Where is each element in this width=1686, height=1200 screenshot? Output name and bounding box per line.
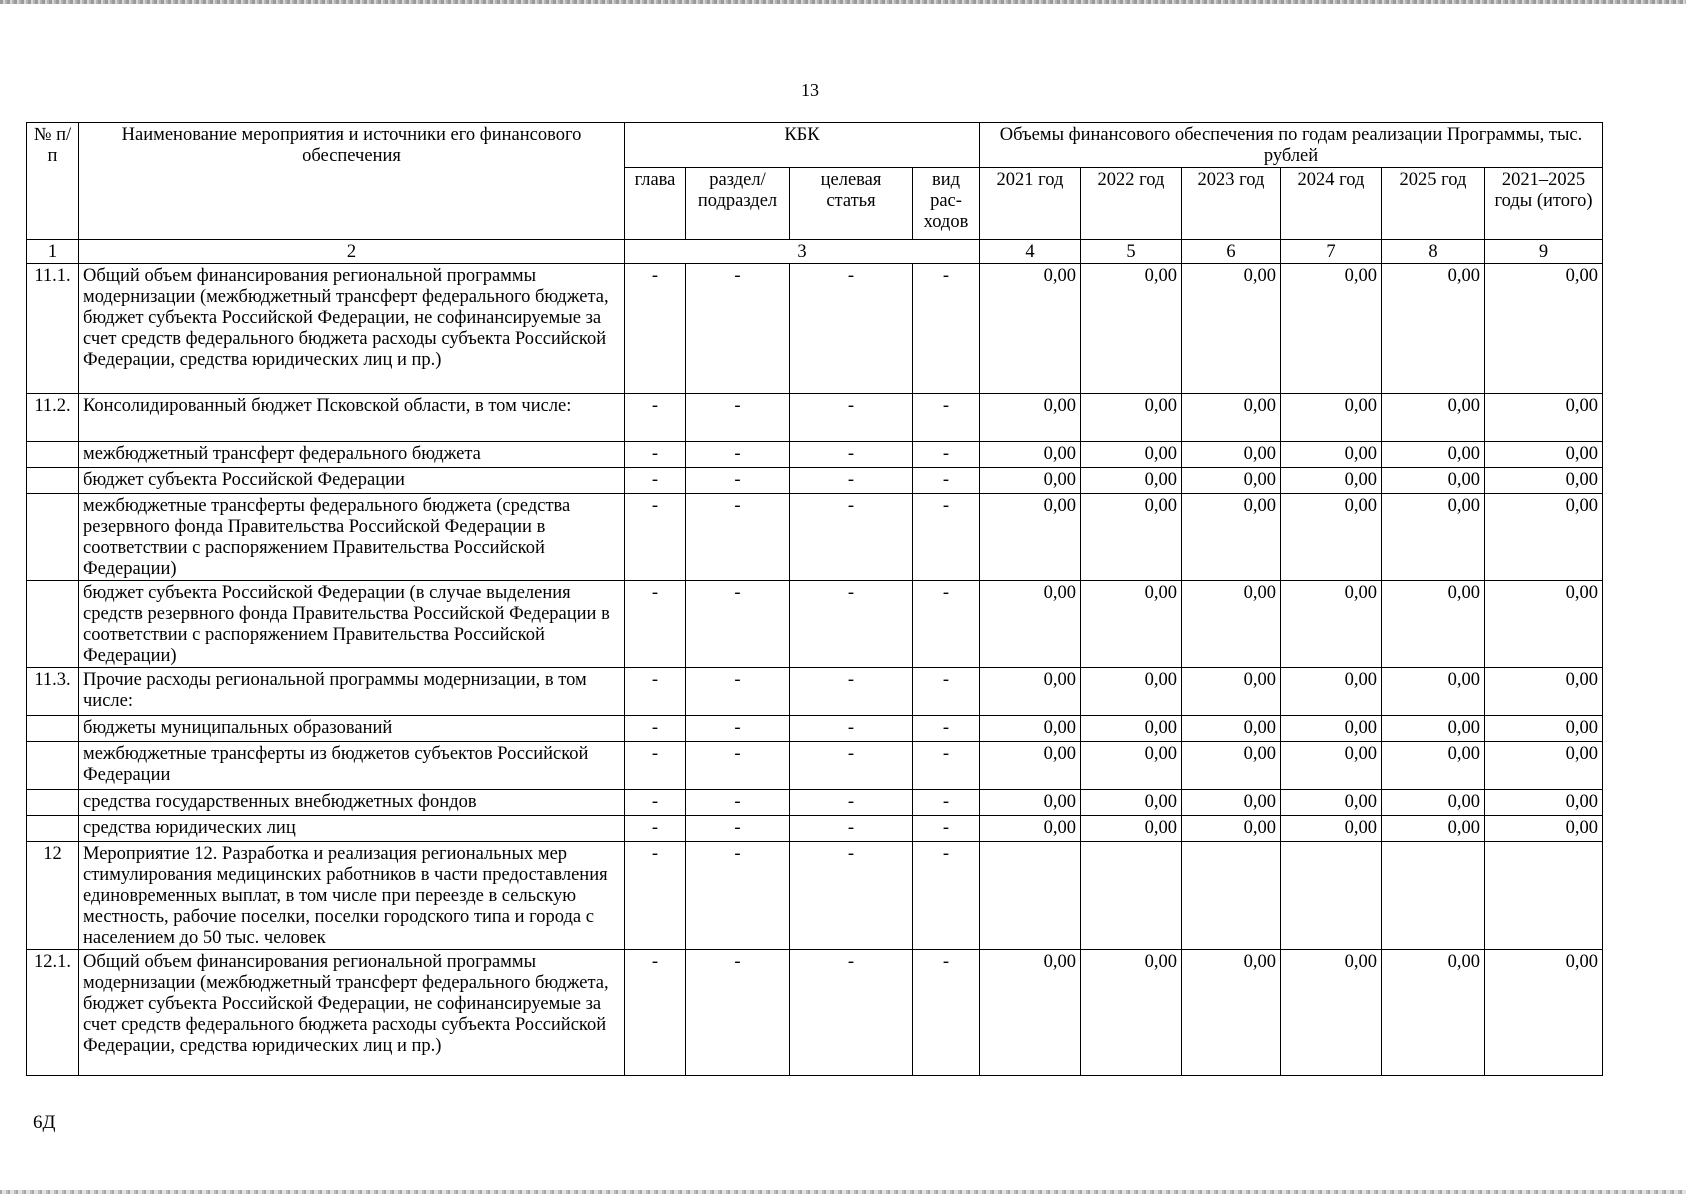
index-cell: 9 — [1485, 240, 1603, 264]
value-cell: 0,00 — [1281, 816, 1382, 842]
value-cell: 0,00 — [1281, 442, 1382, 468]
kbk-cell: - — [790, 716, 913, 742]
header-kbk-vid: вид рас- ходов — [913, 168, 980, 240]
value-cell: 0,00 — [1382, 442, 1485, 468]
row-number: 12 — [27, 842, 79, 950]
footer-note: 6Д — [33, 1112, 56, 1133]
kbk-cell: - — [913, 842, 980, 950]
row-number — [27, 742, 79, 790]
table-row — [27, 494, 1603, 581]
value-cell: 0,00 — [1382, 742, 1485, 790]
row-name: Консолидированный бюджет Псковской области, в том числе: — [79, 394, 625, 442]
kbk-cell: - — [913, 442, 980, 468]
index-cell: 6 — [1182, 240, 1281, 264]
value-cell: 0,00 — [1081, 790, 1182, 816]
kbk-cell: - — [790, 442, 913, 468]
row-name: средства государственных внебюджетных фондов — [79, 790, 625, 816]
value-cell — [1081, 842, 1182, 950]
value-cell: 0,00 — [1485, 668, 1603, 716]
row-number — [27, 468, 79, 494]
kbk-cell: - — [686, 742, 790, 790]
index-cell: 4 — [980, 240, 1081, 264]
kbk-cell: - — [790, 264, 913, 394]
kbk-cell: - — [790, 790, 913, 816]
value-cell: 0,00 — [1382, 950, 1485, 1076]
kbk-cell: - — [913, 581, 980, 668]
kbk-cell: - — [913, 264, 980, 394]
row-number — [27, 790, 79, 816]
value-cell: 0,00 — [1081, 264, 1182, 394]
kbk-cell: - — [913, 668, 980, 716]
row-name: бюджет субъекта Российской Федерации (в случае выделения средств резервного фонда Правительства Российской Федерации в соответствии с распоряжением Правительства Российской Федерации) — [79, 581, 625, 668]
value-cell: 0,00 — [1382, 716, 1485, 742]
value-cell: 0,00 — [980, 264, 1081, 394]
value-cell: 0,00 — [1081, 468, 1182, 494]
kbk-cell: - — [625, 816, 686, 842]
index-row — [27, 240, 1603, 264]
value-cell: 0,00 — [980, 494, 1081, 581]
value-cell: 0,00 — [1182, 264, 1281, 394]
index-cell: 5 — [1081, 240, 1182, 264]
scan-edge-top — [0, 0, 1686, 4]
value-cell: 0,00 — [1281, 264, 1382, 394]
row-number: 12.1. — [27, 950, 79, 1076]
value-cell: 0,00 — [980, 442, 1081, 468]
kbk-cell: - — [625, 742, 686, 790]
value-cell: 0,00 — [980, 716, 1081, 742]
header-year-2025: 2025 год — [1382, 168, 1485, 240]
financing-table — [26, 122, 1603, 1076]
kbk-cell: - — [686, 468, 790, 494]
value-cell: 0,00 — [1382, 790, 1485, 816]
value-cell: 0,00 — [1485, 264, 1603, 394]
table-row — [27, 668, 1603, 716]
row-name: Общий объем финансирования региональной программы модернизации (межбюджетный трансферт федерального бюджета, бюджет субъекта Российской Федерации, не софинансируемые за счет средств федерального бюджета расходы субъекта Российской Федерации, средства юридических лиц и пр.) — [79, 950, 625, 1076]
value-cell: 0,00 — [1182, 494, 1281, 581]
value-cell: 0,00 — [980, 468, 1081, 494]
kbk-cell: - — [790, 668, 913, 716]
table-row — [27, 842, 1603, 950]
value-cell: 0,00 — [1382, 468, 1485, 494]
value-cell: 0,00 — [1382, 581, 1485, 668]
kbk-cell: - — [913, 950, 980, 1076]
value-cell: 0,00 — [1081, 716, 1182, 742]
kbk-cell: - — [625, 264, 686, 394]
value-cell: 0,00 — [1281, 742, 1382, 790]
header-volumes: Объемы финансового обеспечения по годам реализации Программы, тыс. рублей — [980, 123, 1603, 168]
row-number: 11.2. — [27, 394, 79, 442]
value-cell — [1281, 842, 1382, 950]
row-name: средства юридических лиц — [79, 816, 625, 842]
value-cell: 0,00 — [980, 790, 1081, 816]
value-cell: 0,00 — [1182, 442, 1281, 468]
header-row-1 — [27, 123, 1603, 168]
index-cell: 8 — [1382, 240, 1485, 264]
table-row — [27, 581, 1603, 668]
value-cell — [980, 842, 1081, 950]
row-name: бюджет субъекта Российской Федерации — [79, 468, 625, 494]
value-cell: 0,00 — [1485, 816, 1603, 842]
value-cell: 0,00 — [1182, 394, 1281, 442]
value-cell: 0,00 — [1081, 394, 1182, 442]
value-cell: 0,00 — [1281, 394, 1382, 442]
row-name: Общий объем финансирования региональной программы модернизации (межбюджетный трансферт федерального бюджета, бюджет субъекта Российской Федерации, не софинансируемые за счет средств федерального бюджета расходы субъекта Российской Федерации, средства юридических лиц и пр.) — [79, 264, 625, 394]
kbk-cell: - — [913, 468, 980, 494]
header-kbk: КБК — [625, 123, 980, 168]
value-cell: 0,00 — [1182, 742, 1281, 790]
kbk-cell: - — [686, 816, 790, 842]
kbk-cell: - — [790, 394, 913, 442]
table-row — [27, 264, 1603, 394]
value-cell — [1485, 842, 1603, 950]
value-cell: 0,00 — [1382, 668, 1485, 716]
value-cell: 0,00 — [1182, 668, 1281, 716]
kbk-cell: - — [686, 950, 790, 1076]
kbk-cell: - — [686, 494, 790, 581]
kbk-cell: - — [625, 790, 686, 816]
value-cell: 0,00 — [1382, 394, 1485, 442]
header-year-total: 2021–2025 годы (итого) — [1485, 168, 1603, 240]
row-name: межбюджетные трансферты из бюджетов субъектов Российской Федерации — [79, 742, 625, 790]
table-row — [27, 790, 1603, 816]
row-number — [27, 716, 79, 742]
value-cell: 0,00 — [980, 668, 1081, 716]
row-name: межбюджетный трансферт федерального бюджета — [79, 442, 625, 468]
table-row — [27, 394, 1603, 442]
row-name: Прочие расходы региональной программы модернизации, в том числе: — [79, 668, 625, 716]
header-kbk-glava: глава — [625, 168, 686, 240]
value-cell: 0,00 — [1182, 581, 1281, 668]
value-cell: 0,00 — [1281, 581, 1382, 668]
value-cell: 0,00 — [1182, 816, 1281, 842]
value-cell: 0,00 — [1382, 264, 1485, 394]
value-cell: 0,00 — [1081, 581, 1182, 668]
kbk-cell: - — [686, 790, 790, 816]
kbk-cell: - — [625, 394, 686, 442]
header-year-2021: 2021 год — [980, 168, 1081, 240]
header-year-2022: 2022 год — [1081, 168, 1182, 240]
row-number — [27, 442, 79, 468]
row-number — [27, 494, 79, 581]
value-cell: 0,00 — [1281, 950, 1382, 1076]
kbk-cell: - — [790, 581, 913, 668]
value-cell: 0,00 — [1081, 494, 1182, 581]
table-body — [27, 264, 1603, 1076]
value-cell: 0,00 — [1081, 950, 1182, 1076]
kbk-cell: - — [625, 716, 686, 742]
kbk-cell: - — [686, 581, 790, 668]
kbk-cell: - — [625, 950, 686, 1076]
value-cell: 0,00 — [1081, 442, 1182, 468]
kbk-cell: - — [790, 742, 913, 790]
value-cell: 0,00 — [1182, 790, 1281, 816]
index-cell: 1 — [27, 240, 79, 264]
index-cell: 3 — [625, 240, 980, 264]
value-cell: 0,00 — [980, 394, 1081, 442]
value-cell: 0,00 — [1281, 790, 1382, 816]
value-cell: 0,00 — [1182, 716, 1281, 742]
kbk-cell: - — [686, 394, 790, 442]
row-name: бюджеты муниципальных образований — [79, 716, 625, 742]
value-cell: 0,00 — [1485, 442, 1603, 468]
value-cell: 0,00 — [980, 581, 1081, 668]
kbk-cell: - — [790, 816, 913, 842]
value-cell: 0,00 — [1182, 950, 1281, 1076]
value-cell — [1382, 842, 1485, 950]
value-cell: 0,00 — [1485, 742, 1603, 790]
kbk-cell: - — [625, 468, 686, 494]
header-kbk-statya: целевая статья — [790, 168, 913, 240]
row-number: 11.1. — [27, 264, 79, 394]
value-cell: 0,00 — [1281, 668, 1382, 716]
scan-edge-bottom — [0, 1190, 1686, 1194]
header-year-2023: 2023 год — [1182, 168, 1281, 240]
header-num: № п/п — [27, 123, 79, 240]
kbk-cell: - — [790, 842, 913, 950]
value-cell: 0,00 — [1081, 668, 1182, 716]
kbk-cell: - — [913, 742, 980, 790]
kbk-cell: - — [686, 668, 790, 716]
table-row — [27, 816, 1603, 842]
table-row — [27, 468, 1603, 494]
kbk-cell: - — [913, 816, 980, 842]
value-cell: 0,00 — [1485, 716, 1603, 742]
table-row — [27, 742, 1603, 790]
kbk-cell: - — [625, 494, 686, 581]
kbk-cell: - — [625, 842, 686, 950]
kbk-cell: - — [913, 494, 980, 581]
kbk-cell: - — [913, 394, 980, 442]
kbk-cell: - — [625, 668, 686, 716]
value-cell: 0,00 — [1485, 394, 1603, 442]
row-name: Мероприятие 12. Разработка и реализация региональных мер стимулирования медицинских работников в части предоставления единовременных выплат, в том числе при переезде в сельскую местность, рабочие поселки, поселки городского типа и города с населением до 50 тыс. человек — [79, 842, 625, 950]
header-year-2024: 2024 год — [1281, 168, 1382, 240]
value-cell: 0,00 — [1485, 581, 1603, 668]
value-cell: 0,00 — [980, 742, 1081, 790]
index-cell: 7 — [1281, 240, 1382, 264]
kbk-cell: - — [686, 442, 790, 468]
index-cell: 2 — [79, 240, 625, 264]
value-cell: 0,00 — [1281, 494, 1382, 581]
header-name: Наименование мероприятия и источники его финансового обеспечения — [79, 123, 625, 240]
value-cell: 0,00 — [1081, 742, 1182, 790]
value-cell: 0,00 — [980, 950, 1081, 1076]
kbk-cell: - — [686, 716, 790, 742]
value-cell: 0,00 — [1281, 716, 1382, 742]
value-cell: 0,00 — [1382, 494, 1485, 581]
value-cell — [1182, 842, 1281, 950]
kbk-cell: - — [790, 950, 913, 1076]
kbk-cell: - — [686, 264, 790, 394]
kbk-cell: - — [790, 494, 913, 581]
kbk-cell: - — [625, 581, 686, 668]
kbk-cell: - — [790, 468, 913, 494]
kbk-cell: - — [625, 442, 686, 468]
header-kbk-razdel: раздел/ подраздел — [686, 168, 790, 240]
kbk-cell: - — [913, 716, 980, 742]
kbk-cell: - — [913, 790, 980, 816]
value-cell: 0,00 — [1281, 468, 1382, 494]
row-number: 11.3. — [27, 668, 79, 716]
table-row — [27, 442, 1603, 468]
row-number — [27, 816, 79, 842]
value-cell: 0,00 — [1485, 494, 1603, 581]
value-cell: 0,00 — [1485, 790, 1603, 816]
table-row — [27, 950, 1603, 1076]
kbk-cell: - — [686, 842, 790, 950]
value-cell: 0,00 — [1485, 468, 1603, 494]
table-row — [27, 716, 1603, 742]
row-number — [27, 581, 79, 668]
value-cell: 0,00 — [1081, 816, 1182, 842]
value-cell: 0,00 — [1485, 950, 1603, 1076]
value-cell: 0,00 — [1382, 816, 1485, 842]
page-number: 13 — [801, 80, 819, 100]
value-cell: 0,00 — [980, 816, 1081, 842]
row-name: межбюджетные трансферты федерального бюджета (средства резервного фонда Правительства Российской Федерации в соответствии с распоряжением Правительства Российской Федерации) — [79, 494, 625, 581]
value-cell: 0,00 — [1182, 468, 1281, 494]
